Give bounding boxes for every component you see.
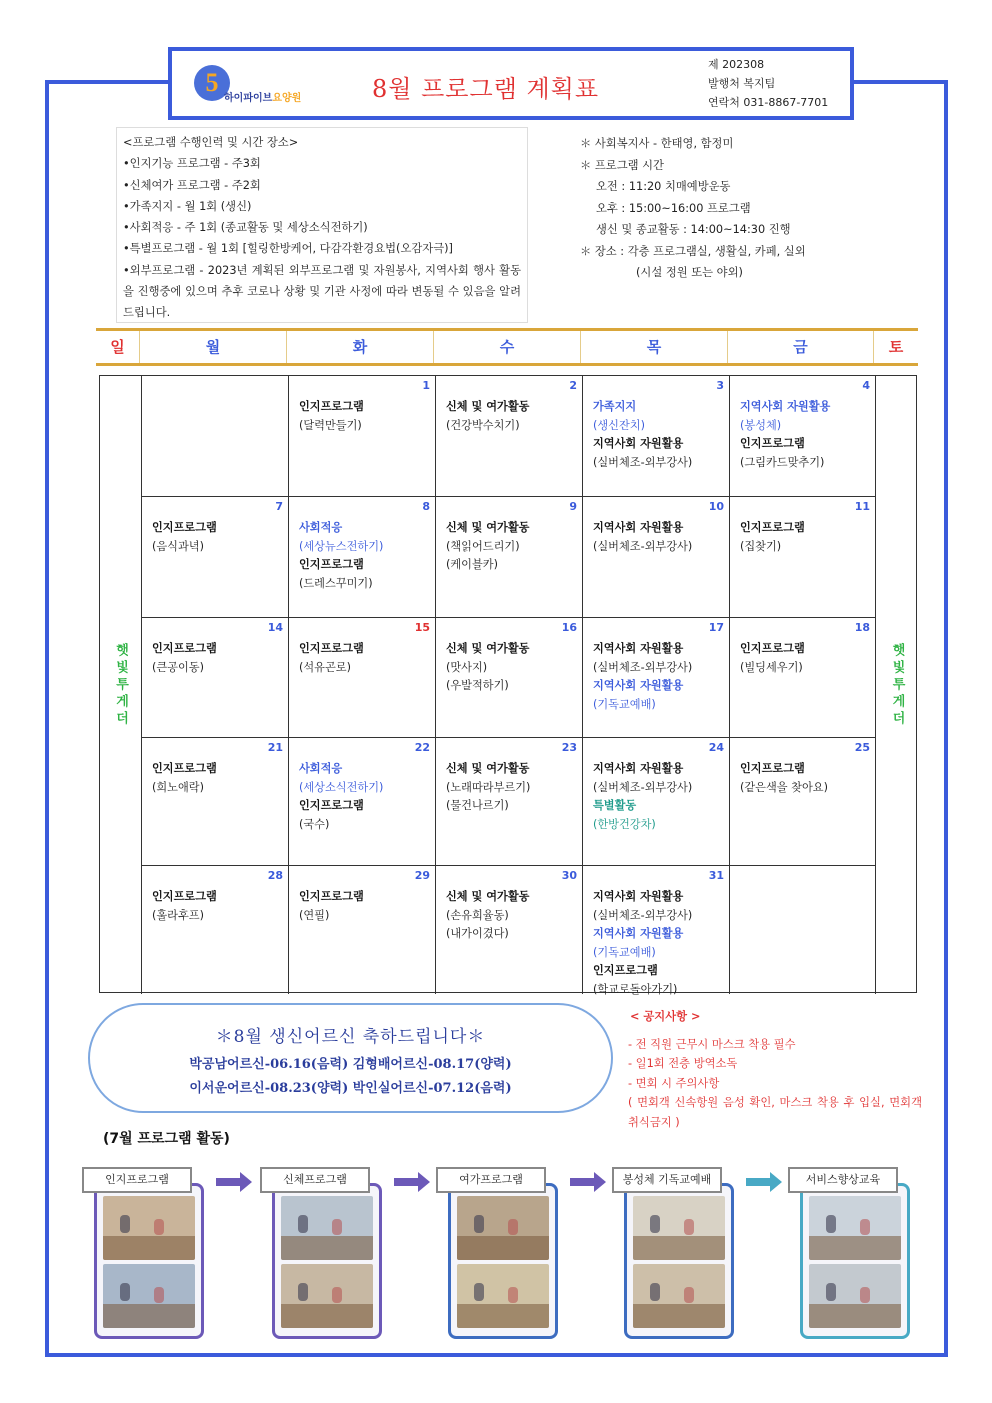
birthday-title: ＊8월 생신어르신 축하드립니다＊ — [215, 1027, 486, 1047]
logo-text — [224, 89, 301, 104]
time-religion: 생신 및 종교활동 : 14:00~14:30 진행 — [596, 223, 791, 236]
activity-name: 지역사회 자원활용 — [593, 927, 684, 941]
activity-name: 인지프로그램 — [152, 890, 217, 903]
arrow-right-icon — [570, 1172, 606, 1192]
activity-detail: (봉성체) — [740, 418, 782, 432]
activity-photo — [633, 1264, 725, 1328]
calendar-day-cell — [730, 866, 876, 994]
activity-detail: (국수) — [299, 817, 330, 831]
activity-detail: (큰공이동) — [152, 660, 204, 674]
notice-item: - 일1회 전층 방역소독 — [628, 1057, 738, 1070]
weekday-header — [96, 328, 918, 366]
calendar-day-cell — [142, 376, 289, 497]
activity-photo-frame — [624, 1183, 734, 1339]
birthday-line: 이서운어르신-08.23(양력) 박인실어르신-07.12(음력) — [189, 1081, 512, 1096]
birthday-line: 박공남어르신-06.16(음력) 김형배어르신-08.17(양력) — [189, 1057, 512, 1072]
activity-name: 인지프로그램 — [152, 642, 217, 655]
activity-label: 봉성체 기독교예배 — [612, 1167, 722, 1193]
activity-detail: (희노애락) — [152, 780, 204, 794]
activity-detail: (책읽어드리기) — [446, 539, 520, 553]
day-number: 14 — [267, 621, 283, 634]
day-number: 31 — [708, 869, 724, 882]
page-title: 8월 프로그램 계획표 — [372, 75, 599, 103]
activity-photo — [633, 1196, 725, 1260]
activity-photo — [809, 1196, 901, 1260]
activity-name: 인지프로그램 — [299, 799, 364, 813]
calendar-day-cell — [583, 866, 730, 994]
activity-detail: (세상뉴스전하기) — [299, 539, 384, 553]
activity-detail: (내가이겼다) — [446, 927, 509, 941]
activity-card — [436, 1167, 559, 1337]
day-number: 25 — [854, 741, 870, 754]
activity-card — [82, 1167, 205, 1337]
activity-detail: (기독교예배) — [593, 697, 656, 711]
day-number: 23 — [561, 741, 577, 754]
weekday-sat: 토 — [888, 338, 904, 356]
day-number: 22 — [414, 741, 430, 754]
calendar-day-cell — [583, 376, 730, 497]
day-number: 15 — [414, 621, 430, 634]
activity-name: 신체 및 여가활동 — [446, 521, 530, 534]
staff-line: ＊ 사회복지사 - 한태영, 함정미 — [580, 137, 734, 150]
calendar-day-cell — [436, 618, 583, 738]
calendar-day-cell — [142, 618, 289, 738]
time-pm: 오후 : 15:00~16:00 프로그램 — [596, 201, 751, 215]
day-number: 21 — [267, 741, 283, 754]
calendar-day-cell — [583, 618, 730, 738]
day-number: 18 — [854, 621, 870, 634]
day-number: 7 — [275, 500, 283, 513]
activity-detail: (기독교예배) — [593, 945, 656, 959]
activity-photo-frame — [94, 1183, 204, 1339]
activity-label: 인지프로그램 — [82, 1167, 192, 1193]
activity-name: 인지프로그램 — [299, 400, 364, 413]
activity-name: 사회적응 — [299, 762, 343, 775]
day-number: 28 — [267, 869, 283, 882]
notice-item: ( 면회객 신속항원 음성 확인, 마스크 착용 후 입실, 면회객 취식금지 ) — [628, 1096, 922, 1129]
activity-name: 인지프로그램 — [740, 642, 805, 655]
activity-name: 신체 및 여가활동 — [446, 642, 530, 655]
calendar-day-cell — [583, 738, 730, 866]
day-number: 9 — [569, 500, 577, 513]
activity-name: 신체 및 여가활동 — [446, 890, 530, 903]
activity-name: 인지프로그램 — [299, 890, 364, 903]
calendar-day-cell — [730, 497, 876, 618]
place-line: ＊ 장소 : 각층 프로그램실, 생활실, 카페, 실외 — [580, 244, 806, 258]
activity-detail: (드레스꾸미기) — [299, 576, 373, 590]
activity-photo-frame — [272, 1183, 382, 1339]
day-number: 1 — [422, 379, 430, 392]
calendar-day-cell — [730, 618, 876, 738]
calendar-day-cell — [289, 497, 436, 618]
notice-item: - 면회 시 주의사항 — [628, 1076, 720, 1090]
publisher: 발행처 복지팀 — [708, 77, 776, 90]
activity-name: 신체 및 여가활동 — [446, 400, 530, 413]
activity-detail: (그림카드맞추기) — [740, 455, 825, 469]
calendar-day-cell — [436, 497, 583, 618]
side-label: 햇빛투게더 — [113, 642, 128, 728]
activity-detail: (손유희율동) — [446, 908, 509, 922]
activity-detail: (생신잔치) — [593, 418, 645, 432]
activity-detail: (연필) — [299, 908, 330, 922]
activity-photo — [103, 1196, 195, 1260]
day-number: 30 — [561, 869, 577, 882]
activity-name: 지역사회 자원활용 — [593, 521, 684, 534]
program-info-line: •인지기능 프로그램 - 주3회 — [123, 157, 261, 171]
notice-title: < 공지사항 > — [630, 1010, 701, 1023]
activity-detail: (음식과녁) — [152, 539, 204, 553]
activity-name: 인지프로그램 — [152, 521, 217, 534]
weekday-tue: 화 — [287, 331, 434, 363]
activity-card — [260, 1167, 383, 1337]
calendar-day-cell — [289, 866, 436, 994]
program-info-line: •사회적응 - 주 1회 (종교활동 및 세상소식전하기) — [123, 221, 368, 235]
activity-name: 인지프로그램 — [740, 521, 805, 534]
activity-label: 여가프로그램 — [436, 1167, 546, 1193]
program-info-line: •가족지지 - 월 1회 (생신) — [123, 199, 252, 213]
calendar-day-cell — [436, 376, 583, 497]
activity-name: 인지프로그램 — [299, 558, 364, 572]
calendar-day-cell — [730, 738, 876, 866]
activity-detail: (실버체조-외부강사) — [593, 539, 693, 553]
program-info-paragraph: •외부프로그램 - 2023년 계획된 외부프로그램 및 자원봉사, 지역사회 행사 활동을 진행중에 있으며 추후 코로나 상황 및 기관 사정에 따라 변동될 수 있음을 알려드립니다. — [123, 263, 521, 320]
activity-detail: (빌딩세우기) — [740, 660, 803, 674]
header-meta — [708, 55, 828, 112]
calendar-day-cell — [142, 866, 289, 994]
activity-detail: (케이블카) — [446, 558, 498, 572]
logo-mark: 5 — [194, 65, 230, 101]
time-am: 오전 : 11:20 치매예방운동 — [596, 180, 731, 193]
sunday-column — [100, 376, 142, 994]
activity-photo — [103, 1264, 195, 1328]
calendar-day-cell — [436, 738, 583, 866]
calendar-day-cell — [583, 497, 730, 618]
day-number: 8 — [422, 500, 430, 513]
day-number: 29 — [414, 869, 430, 882]
day-number: 11 — [854, 500, 870, 513]
program-info-line: •신체여가 프로그램 - 주2회 — [123, 178, 261, 192]
activity-photo — [281, 1264, 373, 1328]
logo — [194, 65, 314, 105]
arrow-right-icon — [394, 1172, 430, 1192]
calendar-day-cell — [142, 738, 289, 866]
calendar-day-cell — [142, 497, 289, 618]
activity-name: 지역사회 자원활용 — [593, 762, 684, 775]
header-box — [168, 47, 854, 120]
calendar-day-cell — [730, 376, 876, 497]
notice-item: - 전 직원 근무시 마스크 착용 필수 — [628, 1037, 796, 1051]
time-title: ＊ 프로그램 시간 — [580, 158, 664, 172]
activity-photo-frame — [800, 1183, 910, 1339]
day-number: 10 — [708, 500, 724, 513]
activity-detail: (달력만들기) — [299, 418, 362, 432]
activity-detail: (실버체조-외부강사) — [593, 780, 693, 794]
side-label: 햇빛투게더 — [889, 642, 905, 728]
activity-detail: (맛사지) — [446, 660, 488, 674]
day-number: 3 — [716, 379, 724, 392]
activity-card — [788, 1167, 911, 1337]
calendar-grid — [99, 375, 917, 996]
contact: 연락처 031-8867-7701 — [708, 96, 829, 109]
day-number: 17 — [708, 621, 724, 634]
program-info-heading: <프로그램 수행인력 및 시간 장소> — [123, 136, 299, 149]
activity-detail: (학교로돌아가기) — [593, 982, 678, 996]
activity-photo — [281, 1196, 373, 1260]
birthday-banner — [88, 1003, 613, 1113]
day-number: 2 — [569, 379, 577, 392]
activity-name: 인지프로그램 — [152, 762, 217, 775]
day-number: 4 — [862, 379, 870, 392]
activity-name: 지역사회 자원활용 — [740, 400, 831, 413]
activity-detail: (노래따라부르기) — [446, 780, 531, 794]
calendar-day-cell — [436, 866, 583, 994]
activity-detail: (훌라후프) — [152, 908, 204, 922]
activity-name: 가족지지 — [593, 400, 637, 413]
activity-name: 지역사회 자원활용 — [593, 437, 684, 451]
activity-detail: (우발적하기) — [446, 679, 509, 693]
activity-detail: (건강박수치기) — [446, 418, 520, 432]
activity-name: 인지프로그램 — [593, 964, 658, 978]
arrow-right-icon — [746, 1172, 782, 1192]
logo-name: 하이파이브 — [224, 93, 273, 104]
weekday-wed: 수 — [434, 331, 581, 363]
activity-name: 지역사회 자원활용 — [593, 642, 684, 655]
activity-photo — [457, 1264, 549, 1328]
activity-name: 사회적응 — [299, 521, 343, 534]
activity-detail: (실버체조-외부강사) — [593, 455, 693, 469]
logo-sub: 요양원 — [272, 93, 302, 104]
day-number: 24 — [708, 741, 724, 754]
schedule-info — [580, 133, 880, 284]
activity-name: 특별활동 — [593, 799, 637, 813]
activity-detail: (집찾기) — [740, 539, 782, 553]
arrow-right-icon — [216, 1172, 252, 1192]
activity-name: 지역사회 자원활용 — [593, 679, 684, 693]
activity-detail: (실버체조-외부강사) — [593, 660, 693, 674]
activities-title: (7월 프로그램 활동) — [103, 1131, 230, 1147]
weekday-fri: 금 — [728, 331, 874, 363]
activity-detail: (세상소식전하기) — [299, 780, 384, 794]
activity-photo — [809, 1264, 901, 1328]
issue-number: 제 202308 — [708, 58, 765, 71]
activity-label: 서비스향상교육 — [788, 1167, 898, 1193]
calendar-day-cell — [289, 376, 436, 497]
activity-detail: (실버체조-외부강사) — [593, 908, 693, 922]
activity-name: 인지프로그램 — [299, 642, 364, 655]
weekday-thu: 목 — [581, 331, 728, 363]
activity-name: 지역사회 자원활용 — [593, 890, 684, 903]
calendar-day-cell — [289, 618, 436, 738]
place-line-2: (시설 정원 또는 야외) — [636, 266, 743, 279]
weekday-mon: 월 — [140, 331, 287, 363]
notice-box — [628, 1007, 922, 1132]
activity-name: 인지프로그램 — [740, 762, 805, 775]
activity-detail: (한방건강차) — [593, 817, 656, 831]
activity-detail: (석유곤로) — [299, 660, 351, 674]
activity-name: 신체 및 여가활동 — [446, 762, 530, 775]
activity-photo-frame — [448, 1183, 558, 1339]
activity-photo — [457, 1196, 549, 1260]
day-number: 16 — [561, 621, 577, 634]
activity-label: 신체프로그램 — [260, 1167, 370, 1193]
program-info-box — [116, 127, 528, 323]
activity-detail: (물건나르기) — [446, 799, 509, 813]
weekday-sun: 일 — [96, 331, 140, 363]
activity-name: 인지프로그램 — [740, 437, 805, 451]
saturday-column — [876, 376, 918, 994]
activity-card — [612, 1167, 735, 1337]
activity-detail: (같은색을 찾아요) — [740, 780, 828, 794]
calendar-day-cell — [289, 738, 436, 866]
program-info-line: •특별프로그램 - 월 1회 [힐링한방케어, 다감각환경요법(오감자극)] — [123, 242, 453, 256]
